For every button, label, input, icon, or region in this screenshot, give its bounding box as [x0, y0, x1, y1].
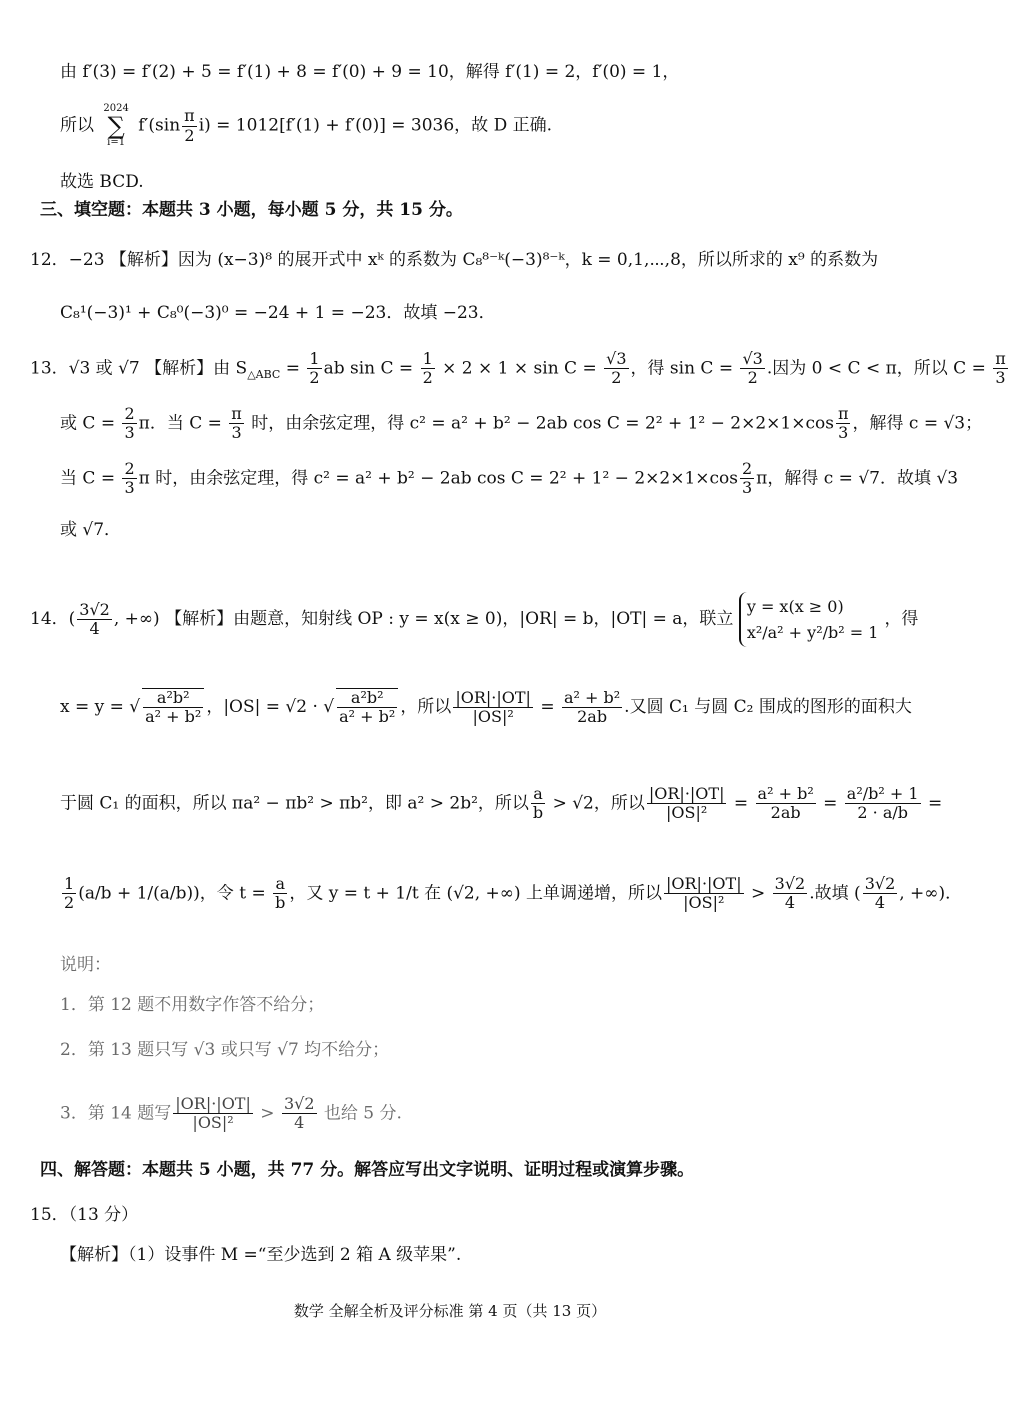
q12-line-2: C₈¹(−3)¹ + C₈⁰(−3)⁰ = −24 + 1 = −23．故填 −23． [60, 303, 496, 323]
note-3: 3．第 14 题写 $\frac{|OR|\cdot|OT|}{\text{|OS|²}}$ > $\frac{3√2}{4}$ 也给 5 分. [60, 1094, 402, 1133]
frac-1-2-b: $\frac{1}{2}$ [422, 349, 433, 388]
frac-1-2-c: $\frac{1}{2}$ [64, 874, 75, 913]
q14-line-1: 14．( $\frac{3√2}{4}$ , +∞) 【解析】由题意，知射线 OP : y = x(x ≥ 0)，|OR| = b，|OT| = a，联立 y = x(x ≥ 0) x²/a² + y²/b² = 1 ，得 [30, 592, 918, 647]
frac-or-ot: $\frac{|OR|\cdot|OT|}{\text{|OS|²}}$ [455, 687, 531, 726]
frac-3sqrt2-4-b: $\frac{3√2}{4}$ [774, 874, 806, 913]
q13-line-4: 或 √7． [60, 520, 122, 540]
frac-pi-3: $\frac{\pi}{3}$ [995, 349, 1006, 388]
note-1: 1．第 12 题不用数字作答不给分； [60, 995, 325, 1015]
section-4-heading: 四、解答题：本题共 5 小题，共 77 分。解答应写出文字说明、证明过程或演算步骤。 [40, 1160, 695, 1180]
frac-pi-3-c: $\frac{\pi}{3}$ [837, 404, 849, 443]
q14-line-4: $\frac{1}{2}$ (a/b + 1/(a/b))，令 t = $\frac{a}{b}$ ，又 y = t + 1/t 在 (√2, +∞) 上单调递增，所以 $\frac{|OR|\cdot|OT|}{\text{|OS|²}}$ > $\frac{3√2}{4}$ .故填 ( $\frac{3√2}{4}$ , +∞)． [64, 874, 963, 913]
frac-3sqrt2-4-note: $\frac{3√2}{4}$ [283, 1094, 315, 1133]
frac-3sqrt2-4: $\frac{3√2}{4}$ [79, 599, 110, 639]
frac-2-3: $\frac{2}{3}$ [124, 404, 135, 443]
note-2: 2．第 13 题只写 √3 或只写 √7 均不给分； [60, 1040, 390, 1060]
frac-a2b2-2ab-b: $\frac{\text{a² + b²}}{2ab}$ [757, 784, 814, 823]
frac-pi-2: $\frac{\pi}{2}$ [184, 106, 195, 145]
frac-1-2: $\frac{1}{2}$ [309, 349, 320, 388]
notes-title: 说明： [60, 955, 111, 975]
solution-line-2: 所以 2024 ∑ i=1 f′(sin $\frac{\pi}{2}$ i) = 1012[f′(1) + f′(0)] = 3036，故 D 正确. [60, 103, 553, 148]
frac-2-3-b: $\frac{2}{3}$ [124, 459, 135, 498]
q13-line-2: 或 C = $\frac{2}{3}$ π．当 C = $\frac{\pi}{3}$ 时，由余弦定理，得 c² = a² + b² − 2ab cos C = 2² + 1² − 2×2×1×cos $\frac{\pi}{3}$ ，解得 c = √3； [60, 404, 983, 443]
frac-a-b: $\frac{a}{b}$ [532, 784, 544, 823]
q14-line-3: 于圆 C₁ 的面积，所以 πa² − πb² > πb²，即 a² > 2b²，所以 $\frac{a}{b}$ > √2，所以 $\frac{|OR|\cdot|OT|}{\text{|OS|²}}$ = $\frac{\text{a² + b²}}{2ab}$ = $\frac{\text{a²/b² + 1}}{2 \cdot a/b}$ = [60, 784, 943, 823]
page-footer: 数学 全解全析及评分标准 第 4 页（共 13 页） [293, 1302, 607, 1320]
q12-line-1: 12．−23 【解析】因为 (x−3)⁸ 的展开式中 xᵏ 的系数为 C₈⁸⁻ᵏ(−3)⁸⁻ᵏ，k = 0,1,⋯,8，所以所求的 x⁹ 的系数为 [30, 250, 879, 270]
frac-or-ot-note: $\frac{|OR|\cdot|OT|}{\text{|OS|²}}$ [175, 1094, 251, 1133]
frac-nested: $\frac{\text{a²/b² + 1}}{2 \cdot a/b}$ [846, 784, 919, 823]
frac-pi-3-b: $\frac{\pi}{3}$ [231, 404, 242, 443]
solution-line-3: 故选 BCD. [60, 172, 144, 192]
sqrt-frac-2: $\frac{\text{a²b²}}{\text{a² + b²}}$ [336, 688, 398, 727]
frac-a-b-b: $\frac{a}{b}$ [275, 874, 286, 913]
frac-a2b2-2ab: $\frac{\text{a² + b²}}{2ab}$ [563, 687, 621, 726]
q15-heading: 15．（13 分） [30, 1205, 139, 1225]
q14-line-2: x = y = √ $\frac{\text{a²b²}}{\text{a² + b²}}$ ，|OS| = √2 · √ $\frac{\text{a²b²}}{\text{a² + b²}}$ ，所以 $\frac{|OR|\cdot|OT|}{\text{|OS|²}}$ = $\frac{\text{a² + b²}}{2ab}$ .又圆 C₁ 与圆 C₂ 围成的图形的面积大 [60, 687, 912, 727]
solution-line-1: 由 f′(3) = f′(2) + 5 = f′(1) + 8 = f′(0) + 9 = 10，解得 f′(1) = 2，f′(0) = 1， [60, 62, 680, 82]
equation-system: y = x(x ≥ 0) x²/a² + y²/b² = 1 [739, 592, 885, 647]
q15-line: 【解析】（1）设事件 M =“至少选到 2 箱 A 级苹果”. [60, 1245, 462, 1265]
frac-sqrt3-2: $\frac{√3}{2}$ [606, 349, 627, 388]
summation: 2024 ∑ i=1 [103, 103, 129, 148]
frac-sqrt3-2-b: $\frac{√3}{2}$ [742, 349, 763, 388]
q13-line-1: 13．√3 或 √7 【解析】由 $S_{\triangle ABC}$ = $\frac{1}{2}$ ab sin C = $\frac{1}{2}$ × 2 × 1 × sin C = $\frac{√3}{2}$ ，得 sin C = $\frac{√3}{2}$ .因为 0 < C < π，所以 C = $\frac{\pi}{3}$ [30, 349, 1006, 388]
sqrt-frac-1: $\frac{\text{a²b²}}{\text{a² + b²}}$ [142, 688, 204, 727]
frac-or-ot-b: $\frac{|OR|\cdot|OT|}{\text{|OS|²}}$ [648, 784, 725, 823]
q13-line-3: 当 C = $\frac{2}{3}$ π 时，由余弦定理，得 c² = a² + b² − 2ab cos C = 2² + 1² − 2×2×1×cos $\frac{2}{3}$ π，解得 c = √7．故填 √3 [60, 459, 959, 498]
frac-3sqrt2-4-c: $\frac{3√2}{4}$ [864, 874, 896, 913]
section-3-heading: 三、填空题：本题共 3 小题，每小题 5 分，共 15 分。 [40, 200, 463, 220]
frac-2-3-c: $\frac{2}{3}$ [741, 459, 753, 498]
frac-or-ot-c: $\frac{|OR|\cdot|OT|}{\text{|OS|²}}$ [666, 874, 742, 913]
